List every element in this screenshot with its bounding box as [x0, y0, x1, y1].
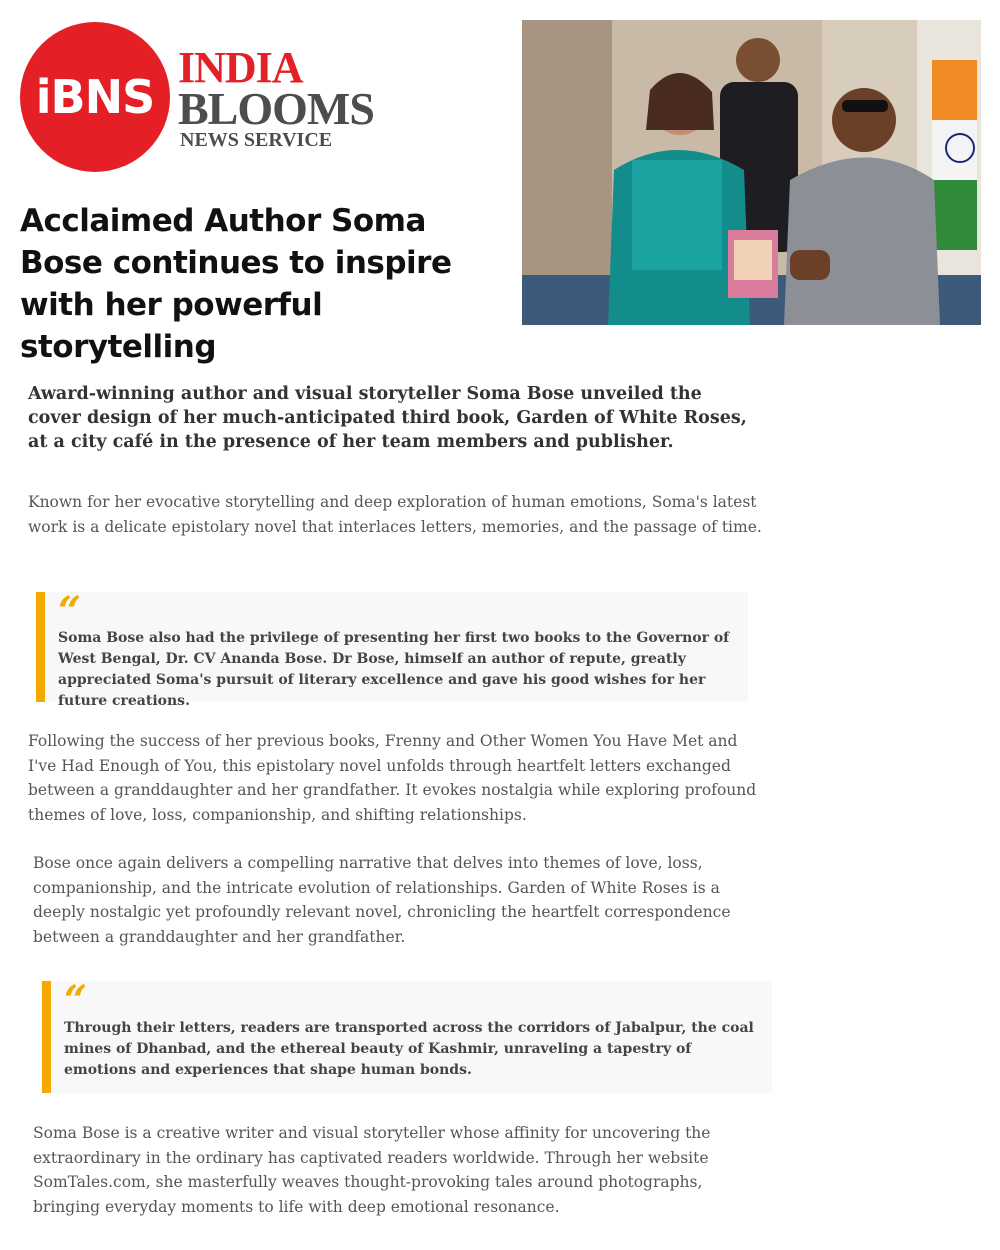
blockquote-1-text: Soma Bose also had the privilege of presenting her first two books to the Governor of West Bengal, Dr. CV Ananda Bose. Dr Bose, himself an author of repute, greatly appreciated Soma's pursuit of literary excellence and gave his good wishes for her future creations. — [58, 630, 730, 709]
article-paragraph-3: Bose once again delivers a compelling narrative that delves into themes of love, loss, companionship, and the intricate evolution of relationships. Garden of White Roses is a deeply nostalgic yet profoundly relevant novel, chronicling the heartfelt correspondence between a granddaughter and her grandfather. — [33, 854, 731, 946]
article-paragraph-2: Following the success of her previous books, Frenny and Other Women You Have Met and I've Had Enough of You, this epistolary novel unfolds through heartfelt letters exchanged between a granddaughter and her grandfather. It evokes nostalgia while exploring profound themes of love, loss, companionship, and shifting relationships. — [28, 732, 757, 824]
logo-line-blooms: BLOOMS — [178, 83, 374, 134]
blockquote-2 — [42, 977, 772, 1093]
logo-badge-text: iBNS — [35, 70, 155, 124]
quote-accent-bar — [42, 981, 51, 1093]
logo-line-india: INDIA — [178, 43, 303, 92]
quote-mark-icon: “ — [58, 588, 82, 635]
quote-mark-icon: “ — [64, 977, 88, 1024]
article-lead: Award-winning author and visual storyteller Soma Bose unveiled the cover design of her much-anticipated third book, Garden of White Roses, at a city café in the presence of her team members and publisher. — [28, 384, 747, 452]
site-logo[interactable] — [20, 22, 400, 182]
article-paragraph-1: Known for her evocative storytelling and deep exploration of human emotions, Soma's latest work is a delicate epistolary novel that interlaces letters, memories, and the passage of time. — [28, 493, 762, 536]
blockquote-1 — [36, 588, 748, 709]
article-photo — [522, 20, 981, 325]
quote-accent-bar — [36, 592, 45, 702]
logo-line-news-service: NEWS SERVICE — [180, 129, 333, 151]
logo-badge — [20, 22, 170, 172]
blockquote-2-text: Through their letters, readers are transported across the corridors of Jabalpur, the coal mines of Dhanbad, and the ethereal beauty of Kashmir, unraveling a tapestry of emotions and experiences that shape human bonds. — [64, 1020, 754, 1078]
article-headline: Acclaimed Author Soma Bose continues to inspire with her powerful storytelling — [20, 203, 452, 365]
article-paragraph-4: Soma Bose is a creative writer and visual storyteller whose affinity for uncovering the extraordinary in the ordinary has captivated readers worldwide. Through her website SomTales.com, she masterfully weaves thought-provoking tales around photographs, bringing everyday moments to life with deep emotional resonance. — [33, 1124, 711, 1216]
